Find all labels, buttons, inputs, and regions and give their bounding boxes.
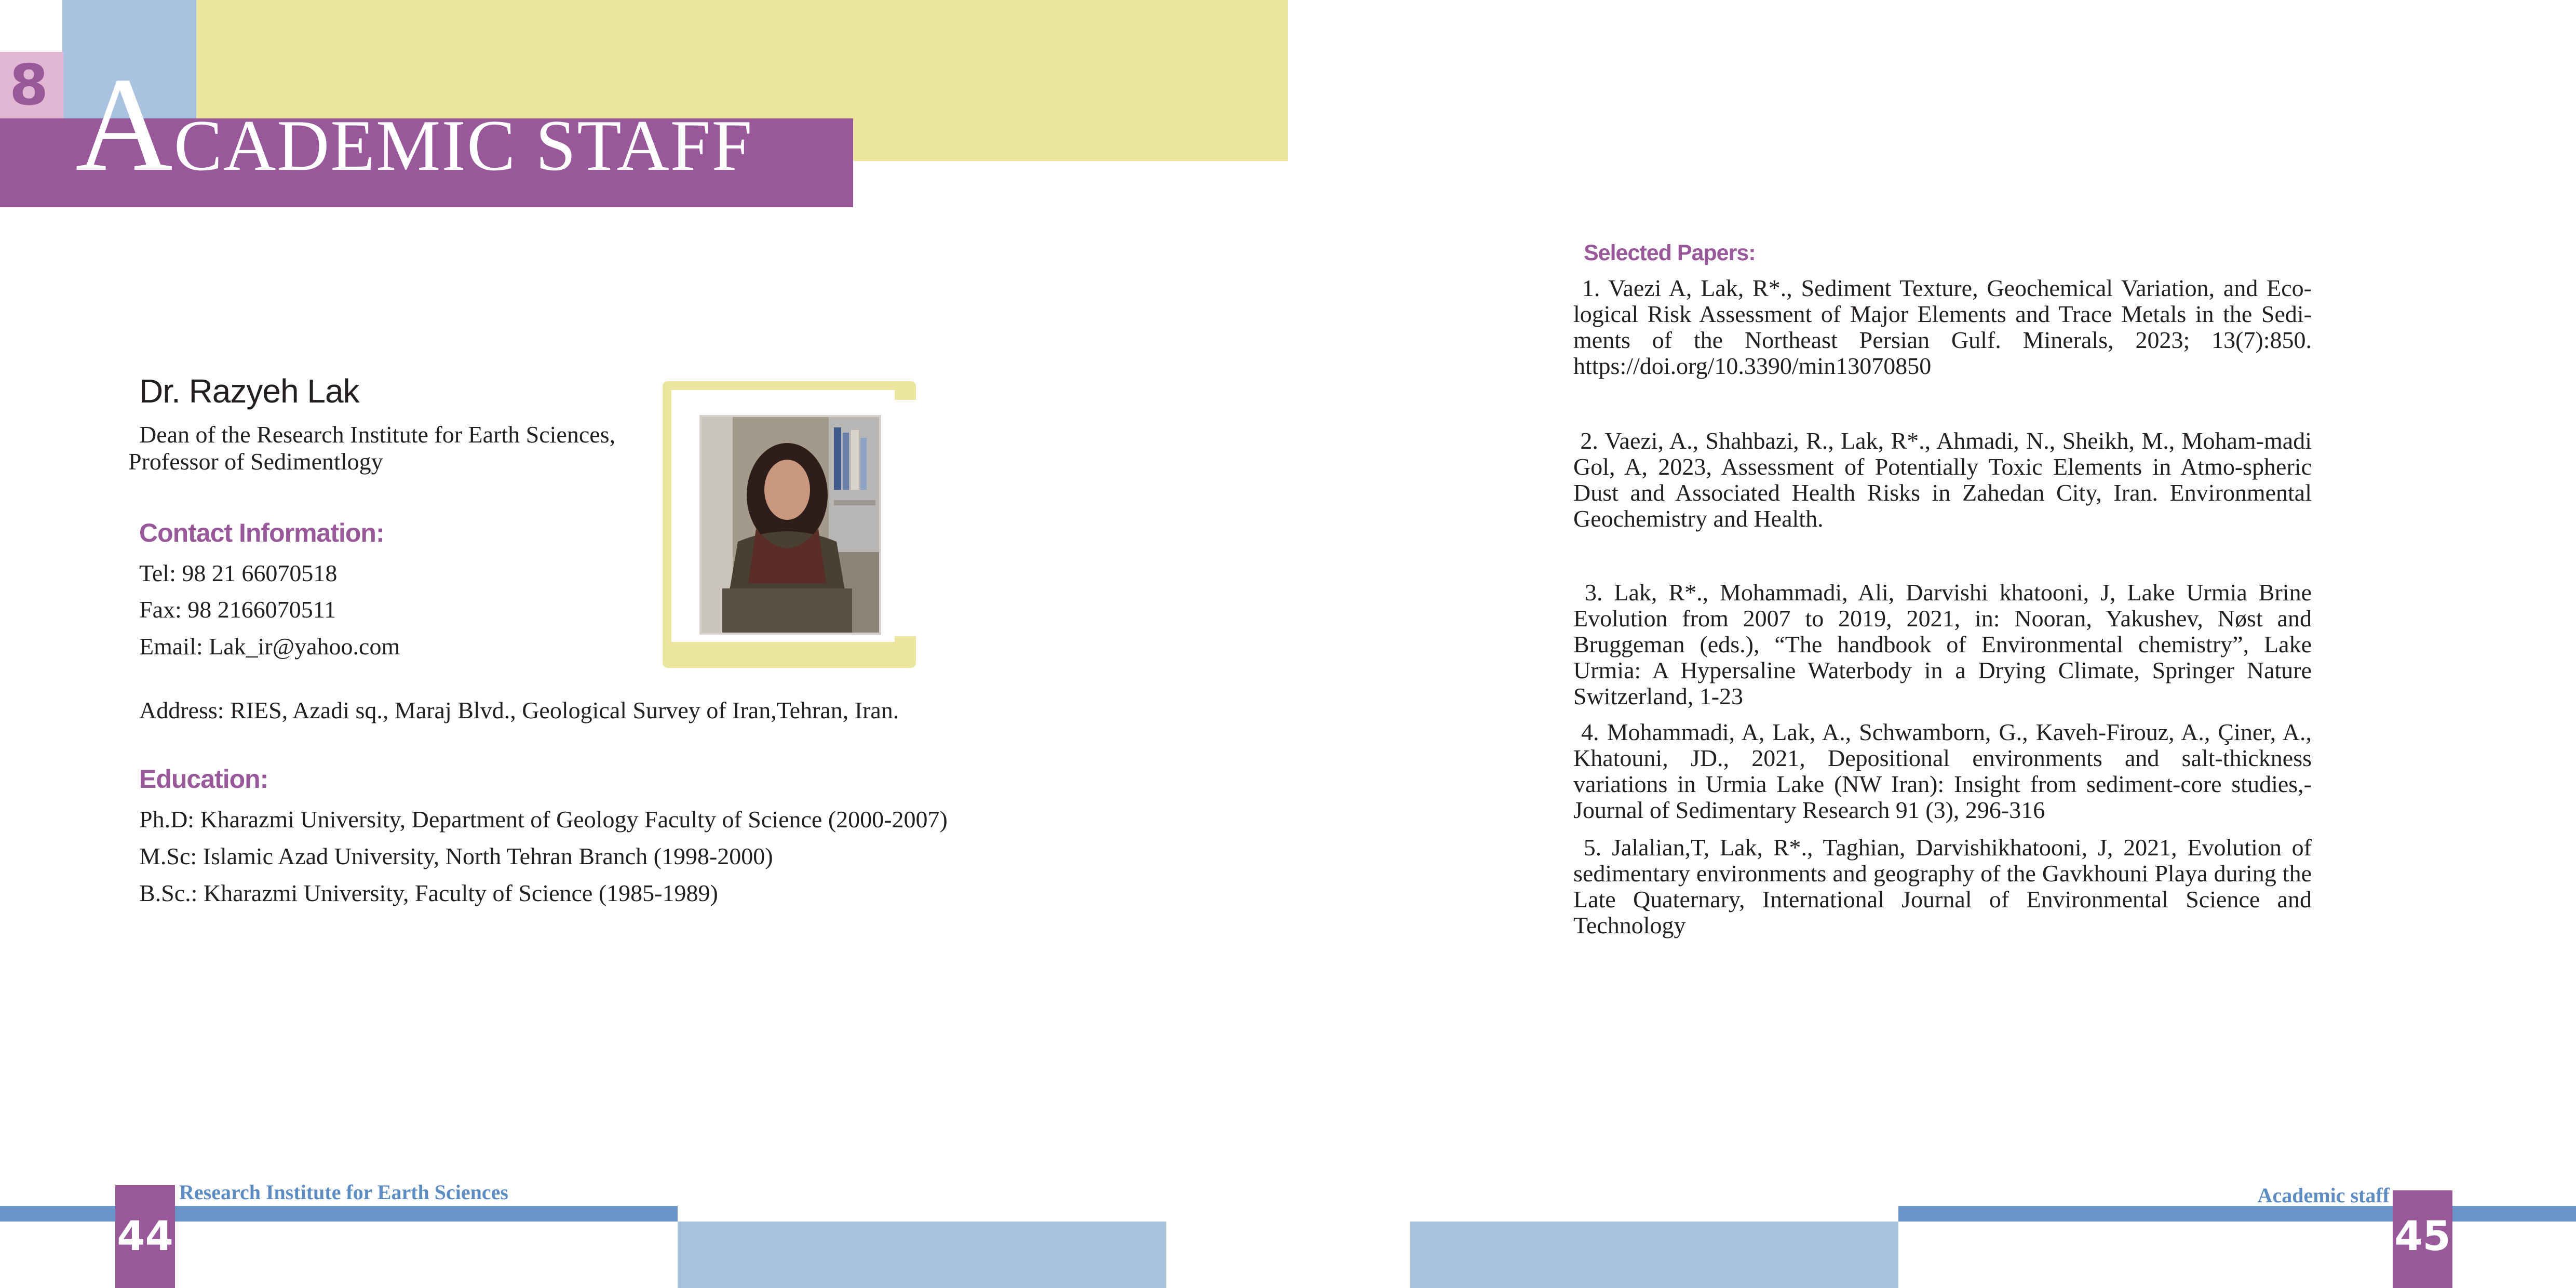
education-item: B.Sc.: Kharazmi University, Faculty of Science (1985-1989) <box>139 880 718 906</box>
papers-heading: Selected Papers: <box>1584 240 1756 265</box>
footer-right-block <box>1410 1222 1898 1288</box>
contact-address: Address: RIES, Azadi sq., Maraj Blvd., Geological Survey of Iran,Tehran, Iran. <box>139 697 899 723</box>
contact-email[interactable]: Email: Lak_ir@yahoo.com <box>139 633 400 660</box>
staff-photo <box>699 415 881 635</box>
education-item: Ph.D: Kharazmi University, Department of Geology Faculty of Science (2000-2007) <box>139 806 948 833</box>
section-title-initial: A <box>75 50 174 199</box>
footer-left-bar <box>0 1206 678 1222</box>
page-number-left: 44 <box>117 1213 173 1260</box>
staff-name: Dr. Razyeh Lak <box>139 372 359 410</box>
section-title <box>75 50 753 208</box>
portrait-illustration <box>702 417 879 633</box>
chapter-number: 8 <box>9 53 49 118</box>
footer-right-running-title: Academic staff <box>2257 1184 2390 1207</box>
footer-left-running-title: Research Institute for Earth Sciences <box>179 1180 508 1204</box>
contact-heading: Contact Information: <box>139 518 384 547</box>
footer-left-block <box>678 1222 1166 1288</box>
paper-item: 5. Jalalian,T, Lak, R*., Taghian, Darvishikhatooni, J, 2021, Evolution of sedimentary environments and geography of the Gavkhouni Playa during the Late Quaternary, International Journal of Environmental Science and Technology <box>1573 834 2312 938</box>
education-heading: Education: <box>139 764 268 794</box>
paper-item: 3. Lak, R*., Mohammadi, Ali, Darvishi khatooni, J, Lake Urmia Brine Evolution from 2007 to 2019, 2021, in: Nooran, Yakushev, Nøst and Bruggeman (eds.), “The handbook of Environmental chemistry”, Lake Urmia: A Hypersaline Waterbody in a Drying Climate, Springer Nature Switzerland, 1-23 <box>1573 579 2312 709</box>
paper-item: 2. Vaezi, A., Shahbazi, R., Lak, R*., Ahmadi, N., Sheikh, M., Moham-madi Gol, A, 2023, Assessment of Potentially Toxic Elements in Atmo-spheric Dust and Associated Health Risks in Zahedan City, Iran. Environmental Geochemistry and Health. <box>1573 427 2312 532</box>
contact-fax: Fax: 98 2166070511 <box>139 596 336 623</box>
staff-role-line1: Dean of the Research Institute for Earth Sciences, <box>139 421 616 448</box>
footer-left-tab <box>115 1185 175 1208</box>
staff-role-line2: Professor of Sedimentlogy <box>128 448 383 475</box>
paper-item: 4. Mohammadi, A, Lak, A., Schwamborn, G., Kaveh-Firouz, A., Çiner, A., Khatouni, JD., 2021, Depositional environments and salt-thickness variations in Urmia Lake (NW Iran): Insight from sediment-core studies,-Journal of Sedimentary Research 91 (3), 296-316 <box>1573 719 2312 823</box>
education-item: M.Sc: Islamic Azad University, North Tehran Branch (1998-2000) <box>139 843 773 869</box>
page-number-right: 45 <box>2394 1213 2451 1260</box>
contact-tel: Tel: 98 21 66070518 <box>139 560 338 586</box>
footer-right-tab <box>2393 1190 2452 1209</box>
photo-frame-inner-side <box>895 400 916 636</box>
paper-item: 1. Vaezi A, Lak, R*., Sediment Texture, Geochemical Variation, and Eco-logical Risk Assessment of Major Elements and Trace Metals in the Sedi-ments of the Northeast Persian Gulf. Minerals, 2023; 13(7):850. https://doi.org/10.3390/min13070850 <box>1573 275 2312 379</box>
footer-right-bar <box>1898 1206 2576 1222</box>
section-title-rest: CADEMIC STAFF <box>173 105 753 186</box>
